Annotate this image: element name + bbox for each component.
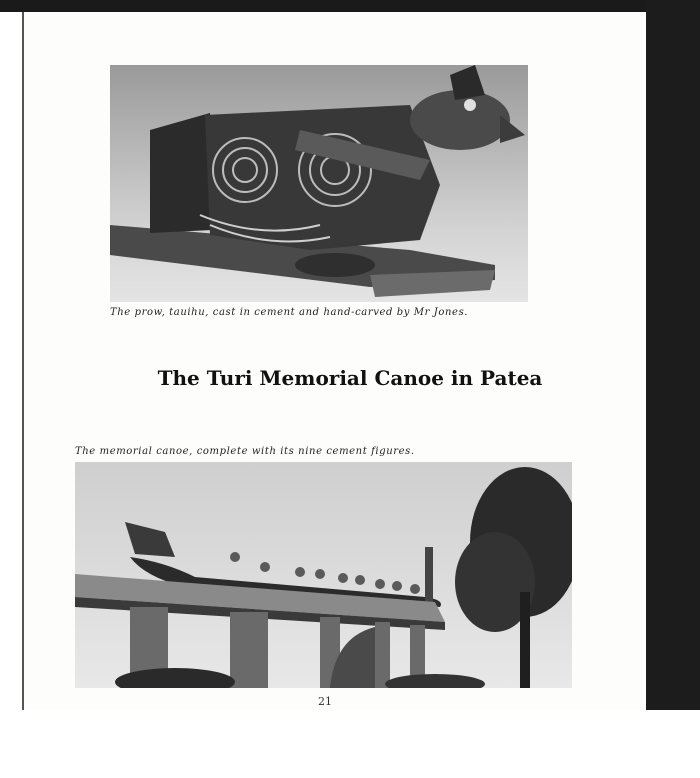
page-title: The Turi Memorial Canoe in Patea xyxy=(157,366,543,390)
page-spine-edge xyxy=(22,12,24,710)
canoe-caption: The memorial canoe, complete with its nine cement figures. xyxy=(75,446,415,457)
prow-photo xyxy=(110,65,528,302)
canoe-photo xyxy=(75,462,572,688)
scan-right-border xyxy=(646,0,700,710)
page-number: 21 xyxy=(318,695,332,708)
prow-caption: The prow, tauihu, cast in cement and hand-carved by Mr Jones. xyxy=(110,307,469,318)
scan-top-border xyxy=(0,0,700,12)
